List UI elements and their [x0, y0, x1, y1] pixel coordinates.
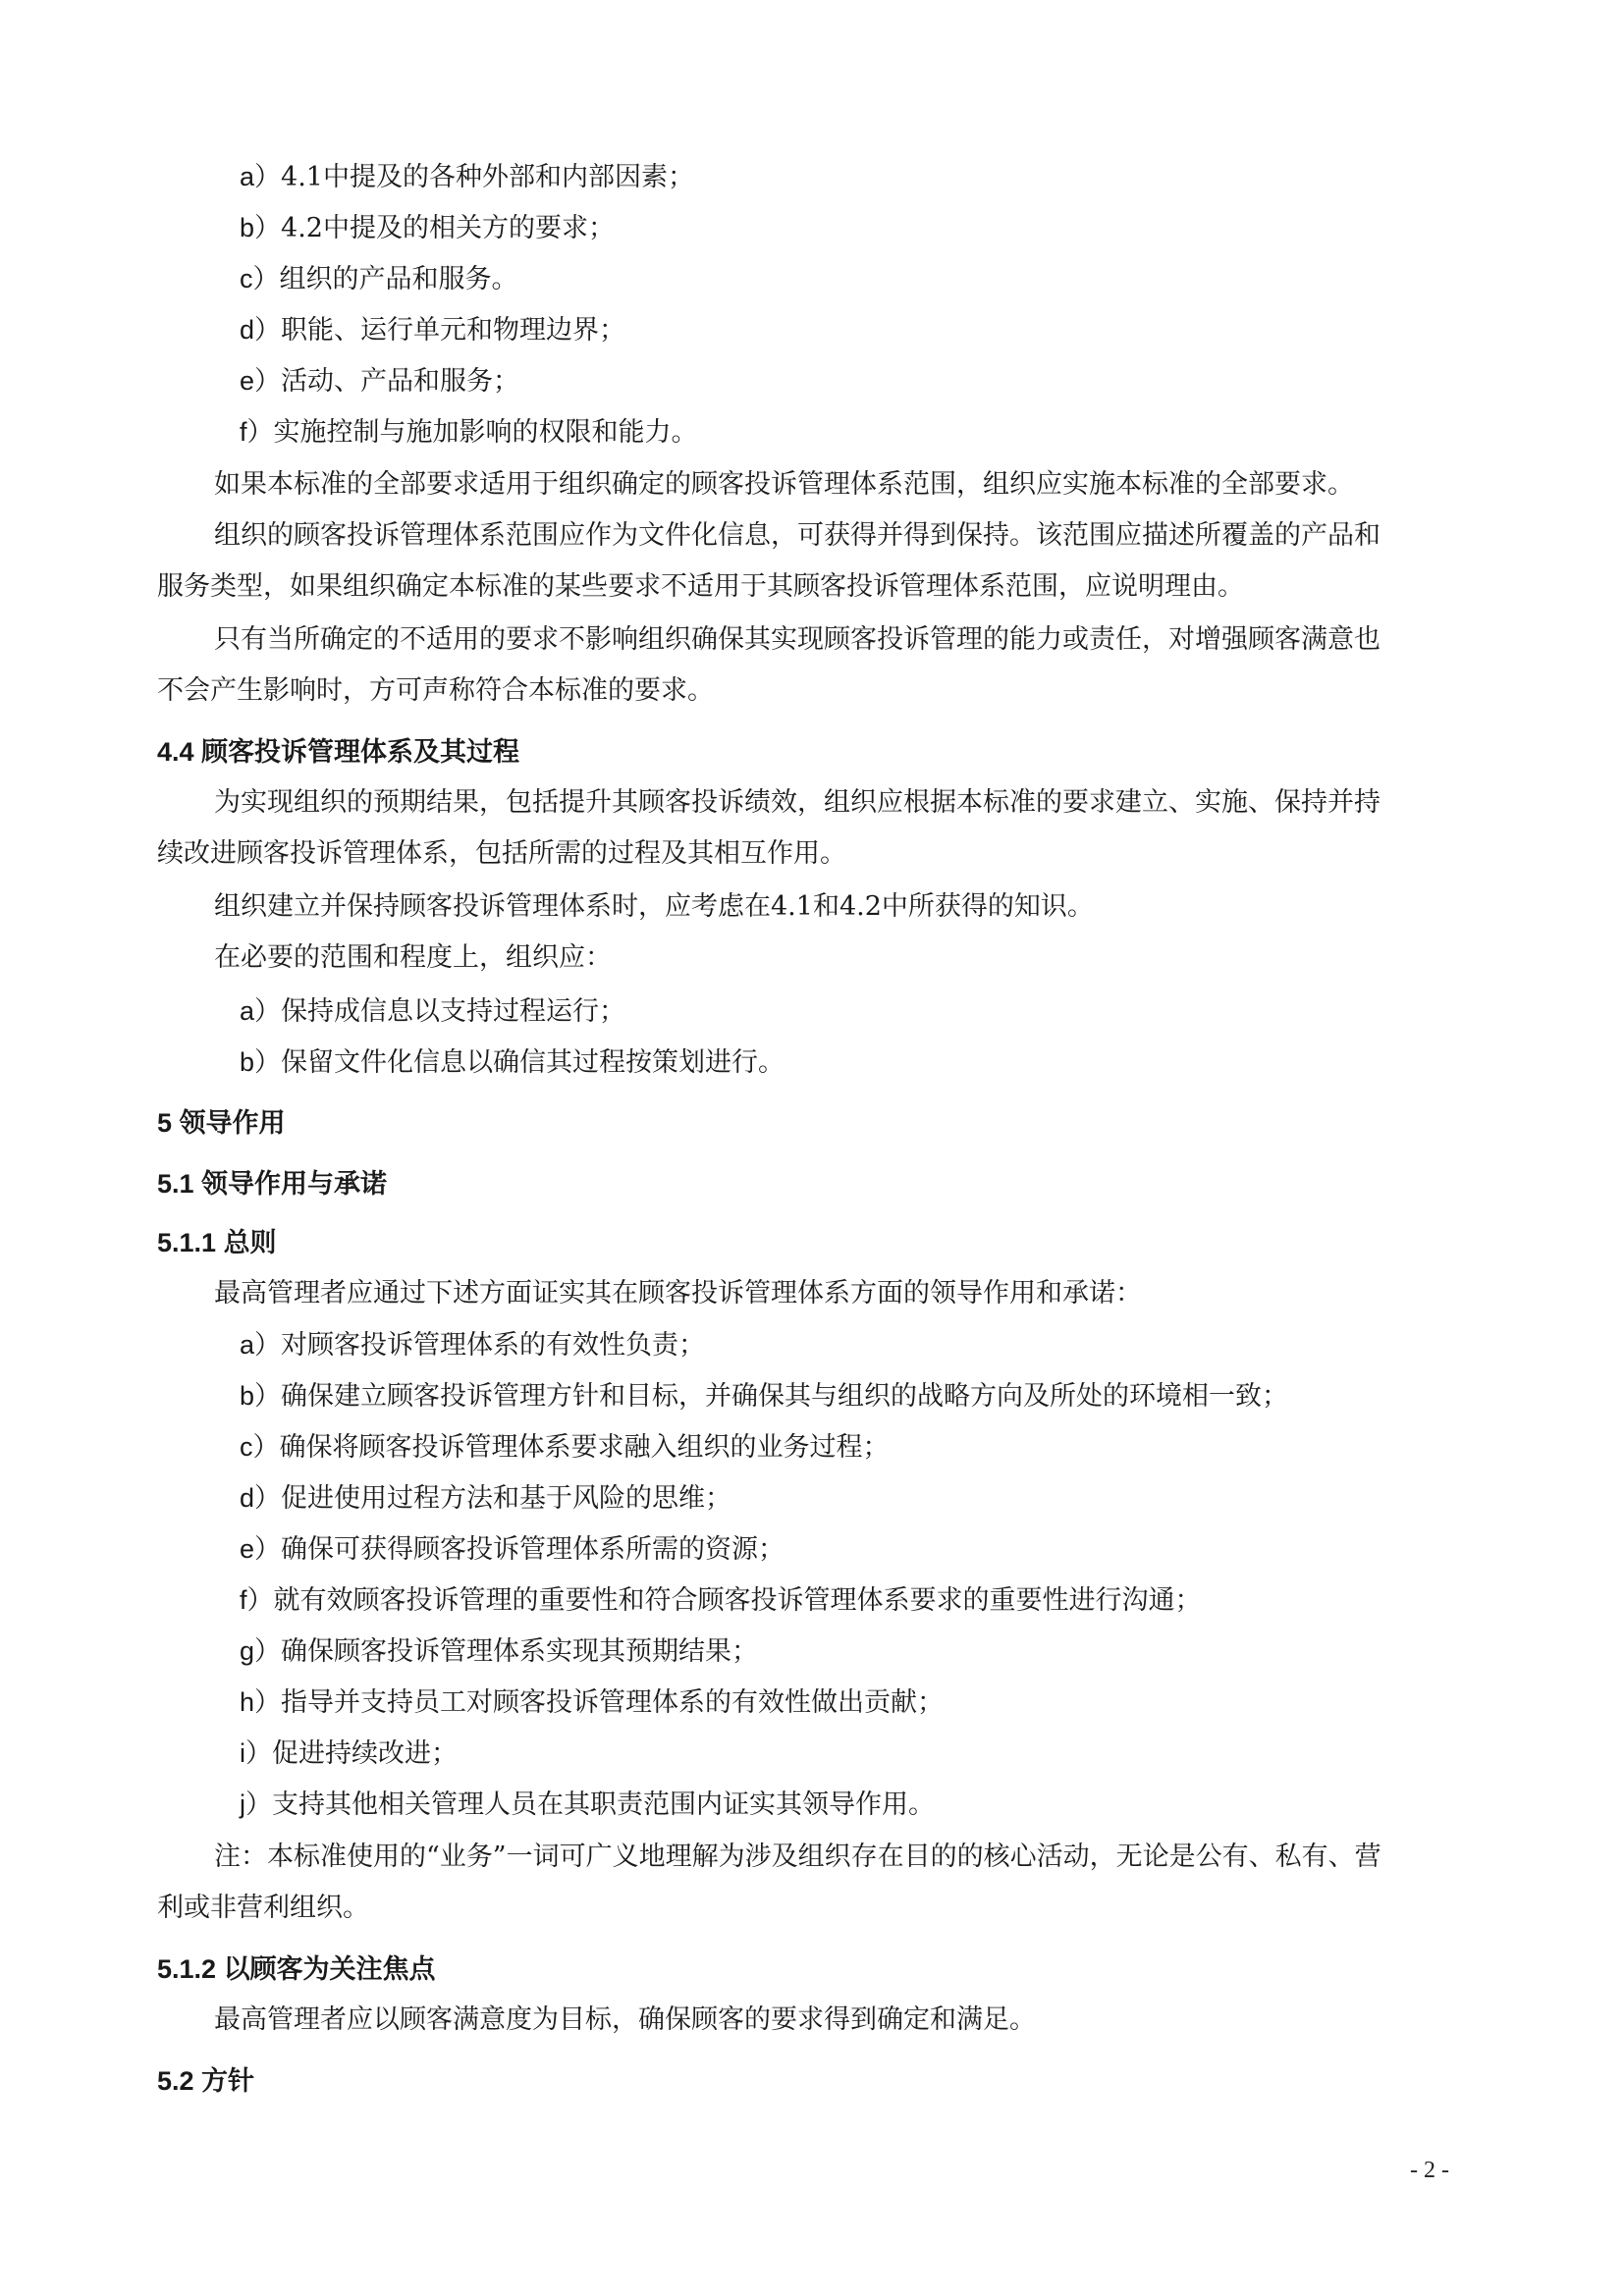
section-number: 5	[157, 1108, 180, 1138]
list-item	[240, 994, 625, 1028]
paragraph-line: 组织的顾客投诉管理体系范围应作为文件化信息，可获得并得到保持。该范围应描述所覆盖的产品和	[214, 520, 1380, 551]
list-item	[240, 1685, 944, 1719]
list-item-label: i	[240, 1738, 245, 1768]
list-item	[240, 1634, 758, 1668]
section-number: 5.1	[157, 1169, 202, 1199]
list-item-text: ）确保将顾客投诉管理体系要求融入组织的业务过程；	[252, 1432, 890, 1463]
paragraph-continuation: 续改进顾客投诉管理体系，包括所需的过程及其相互作用。	[157, 838, 846, 869]
section-title: 顾客投诉管理体系及其过程	[201, 737, 520, 768]
section-heading	[157, 1226, 277, 1259]
paragraph-line: 最高管理者应通过下述方面证实其在顾客投诉管理体系方面的领导作用和承诺：	[214, 1278, 1142, 1308]
section-number: 5.1.2	[157, 1954, 224, 1984]
list-item-text: ）保持成信息以支持过程运行；	[254, 996, 626, 1027]
paragraph-line: 最高管理者应以顾客满意度为目标，确保顾客的要求得到确定和满足。	[214, 2004, 1036, 2035]
section-heading	[157, 735, 519, 769]
list-item	[240, 1430, 890, 1464]
list-item-text: ）指导并支持员工对顾客投诉管理体系的有效性做出贡献；	[254, 1687, 945, 1718]
list-item-text: ）就有效顾客投诉管理的重要性和符合顾客投诉管理体系要求的重要性进行沟通；	[246, 1585, 1202, 1616]
list-item-text: ）职能、运行单元和物理边界；	[254, 315, 626, 346]
section-title: 以顾客为关注焦点	[223, 1954, 436, 1985]
list-item-text: ）4.2中提及的相关方的要求；	[254, 213, 615, 243]
list-item-text: ）对顾客投诉管理体系的有效性负责；	[254, 1330, 706, 1361]
list-item	[240, 1045, 785, 1079]
section-number: 5.2	[157, 2066, 202, 2096]
list-item-text: ）组织的产品和服务。	[252, 264, 518, 294]
list-item-label: d	[240, 315, 255, 345]
paragraph-line: 如果本标准的全部要求适用于组织确定的顾客投诉管理体系范围，组织应实施本标准的全部要求。	[214, 469, 1354, 500]
list-item-label: j	[240, 1789, 245, 1819]
section-title: 领导作用	[179, 1108, 286, 1139]
section-title: 总则	[223, 1228, 277, 1258]
list-item	[240, 1379, 1288, 1413]
list-item-label: f	[240, 417, 247, 447]
list-item	[240, 415, 698, 449]
list-item-label: h	[240, 1687, 255, 1717]
list-item	[240, 1583, 1202, 1617]
section-title: 方针	[201, 2066, 255, 2097]
paragraph-line: 在必要的范围和程度上，组织应：	[214, 942, 612, 973]
list-item-text: ）支持其他相关管理人员在其职责范围内证实其领导作用。	[245, 1789, 935, 1820]
list-item	[240, 1532, 785, 1566]
page-number: - 2 -	[1410, 2158, 1449, 2183]
paragraph-line: 注：本标准使用的“业务”一词可广义地理解为涉及组织存在目的的核心活动，无论是公有、私有、营	[214, 1842, 1381, 1872]
section-heading	[157, 1106, 286, 1140]
list-item-label: d	[240, 1483, 255, 1513]
list-item-label: b	[240, 213, 255, 242]
paragraph-continuation: 利或非营利组织。	[157, 1893, 369, 1923]
list-item-label: a	[240, 996, 255, 1026]
section-title: 领导作用与承诺	[201, 1169, 388, 1200]
section-heading	[157, 1167, 387, 1201]
list-item	[240, 1788, 935, 1821]
list-item-text: ）促进持续改进；	[245, 1738, 458, 1769]
list-item-label: b	[240, 1047, 255, 1077]
list-item	[240, 1328, 705, 1362]
paragraph-line: 组织建立并保持顾客投诉管理体系时，应考虑在4.1和4.2中所获得的知识。	[214, 891, 1094, 922]
list-item	[240, 364, 519, 398]
list-item-text: ）活动、产品和服务；	[254, 366, 520, 397]
list-item	[240, 262, 518, 295]
list-item-label: e	[240, 1534, 255, 1564]
list-item	[240, 160, 694, 193]
paragraph-line: 只有当所确定的不适用的要求不影响组织确保其实现顾客投诉管理的能力或责任，对增强顾客满意也	[214, 624, 1380, 655]
list-item-text: ）4.1中提及的各种外部和内部因素；	[254, 162, 694, 192]
section-number: 5.1.1	[157, 1228, 224, 1257]
list-item-label: a	[240, 162, 255, 191]
list-item-text: ）促进使用过程方法和基于风险的思维；	[254, 1483, 732, 1514]
list-item-label: e	[240, 366, 255, 396]
list-item-label: b	[240, 1381, 255, 1411]
list-item-label: a	[240, 1330, 255, 1360]
list-item-label: f	[240, 1585, 247, 1615]
list-item-text: ）实施控制与施加影响的权限和能力。	[246, 417, 698, 448]
list-item-label: g	[240, 1636, 255, 1666]
list-item-label: c	[240, 264, 253, 294]
paragraph-line: 为实现组织的预期结果，包括提升其顾客投诉绩效，组织应根据本标准的要求建立、实施、保持并持	[214, 787, 1380, 818]
section-number: 4.4	[157, 737, 202, 767]
list-item	[240, 313, 625, 347]
paragraph-continuation: 不会产生影响时，方可声称符合本标准的要求。	[157, 675, 714, 706]
list-item	[240, 211, 615, 244]
list-item-label: c	[240, 1432, 253, 1462]
list-item-text: ）确保建立顾客投诉管理方针和目标，并确保其与组织的战略方向及所处的环境相一致；	[254, 1381, 1289, 1412]
section-heading	[157, 2064, 254, 2098]
list-item-text: ）确保顾客投诉管理体系实现其预期结果；	[254, 1636, 759, 1667]
paragraph-continuation: 服务类型，如果组织确定本标准的某些要求不适用于其顾客投诉管理体系范围，应说明理由。	[157, 571, 1244, 602]
list-item	[240, 1481, 731, 1515]
list-item	[240, 1736, 458, 1770]
section-heading	[157, 1952, 436, 1986]
list-item-text: ）确保可获得顾客投诉管理体系所需的资源；	[254, 1534, 785, 1565]
list-item-text: ）保留文件化信息以确信其过程按策划进行。	[254, 1047, 785, 1078]
